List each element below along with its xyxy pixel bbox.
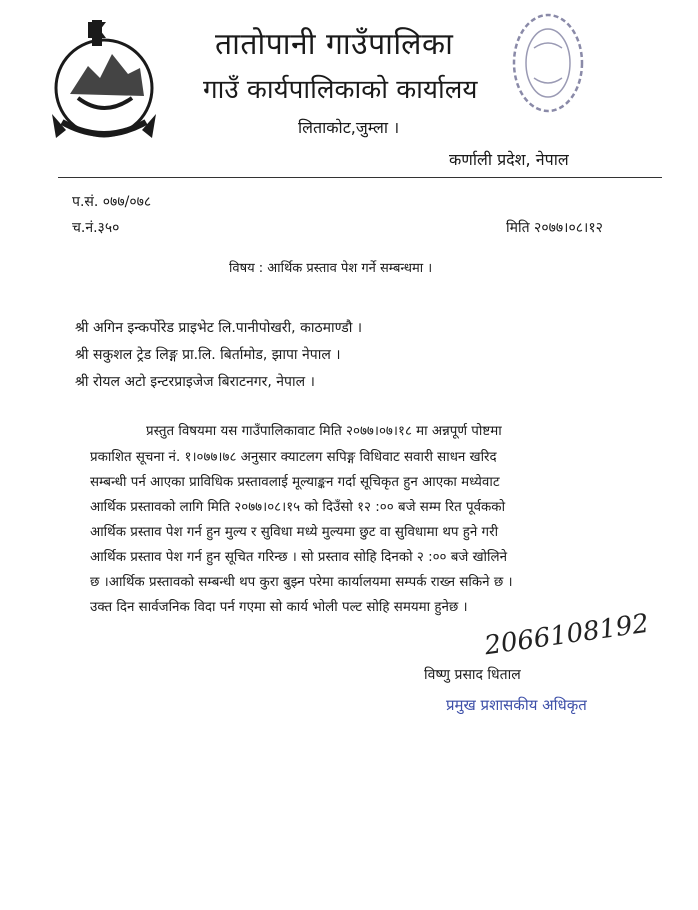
addressee-line: श्री रोयल अटो इन्टरप्राइजेज बिराटनगर, नेपाल ।: [75, 374, 315, 390]
header-divider: [58, 177, 662, 178]
letter-subject: विषय : आर्थिक प्रस्ताव पेश गर्ने सम्बन्धमा ।: [229, 261, 433, 276]
signer-name: विष्णु प्रसाद धिताल: [424, 667, 521, 683]
office-name: गाउँ कार्यपालिकाको कार्यालय: [203, 75, 478, 105]
province-line: कर्णाली प्रदेश, नेपाल: [449, 150, 569, 169]
dispatch-number: च.नं.३५०: [72, 220, 120, 236]
municipality-name: तातोपानी गाउँपालिका: [215, 27, 454, 62]
office-address: लिताकोट,जुम्ला ।: [298, 118, 400, 137]
body-paragraph-line: आर्थिक प्रस्ताव पेश गर्न हुन मुल्य र सुविधा मध्ये मुल्यमा छुट वा सुविधामा थप हुने गरी: [90, 525, 499, 540]
body-paragraph-line: आर्थिक प्रस्ताव पेश गर्न हुन सूचित गरिन्छ । सो प्रस्ताव सोहि दिनको २ :०० बजे खोलिने: [90, 550, 508, 565]
body-paragraph-line: सम्बन्धी पर्न आएका प्राविधिक प्रस्तावलाई मूल्याङ्कन गर्दा सूचिकृत हुन आएका मध्येवाट: [90, 475, 500, 490]
body-paragraph-line: उक्त दिन सार्वजनिक विदा पर्न गएमा सो कार्य भोली पल्ट सोहि समयमा हुनेछ ।: [90, 600, 468, 615]
signer-title-stamp: प्रमुख प्रशासकीय अधिकृत: [446, 696, 587, 714]
nepal-emblem-icon: [48, 14, 160, 154]
body-paragraph-line: छ ।आर्थिक प्रस्तावको सम्बन्धी थप कुरा बुझ्न परेमा कार्यालयमा सम्पर्क राख्न सकिने छ ।: [90, 575, 513, 590]
body-paragraph-line: प्रकाशित सूचना नं. १।०७७।७८ अनुसार क्याटलग सपिङ्ग विधिवाट सवारी साधन खरिद: [90, 450, 497, 465]
addressee-line: श्री अगिन इन्कर्पोरेड प्राइभेट लि.पानीपोखरी, काठमाण्डौ ।: [75, 320, 363, 336]
fiscal-year: प.सं. ०७७/०७८: [72, 194, 152, 210]
letter-date: मिति २०७७।०८।१२: [506, 220, 603, 236]
body-paragraph-line: प्रस्तुत विषयमा यस गाउँपालिकावाट मिति २०७७।०७।१८ मा अन्नपूर्ण पोष्टमा: [146, 424, 502, 439]
handwritten-signature: 2066108192: [482, 608, 651, 662]
addressee-line: श्री सकुशल ट्रेड लिङ्ग प्रा.लि. बिर्तामोड, झापा नेपाल ।: [75, 347, 341, 363]
body-paragraph-line: आर्थिक प्रस्तावको लागि मिति २०७७।०८।१५ को दिउँसो १२ :०० बजे सम्म रित पूर्वकको: [90, 500, 506, 515]
office-stamp-icon: [508, 8, 588, 118]
